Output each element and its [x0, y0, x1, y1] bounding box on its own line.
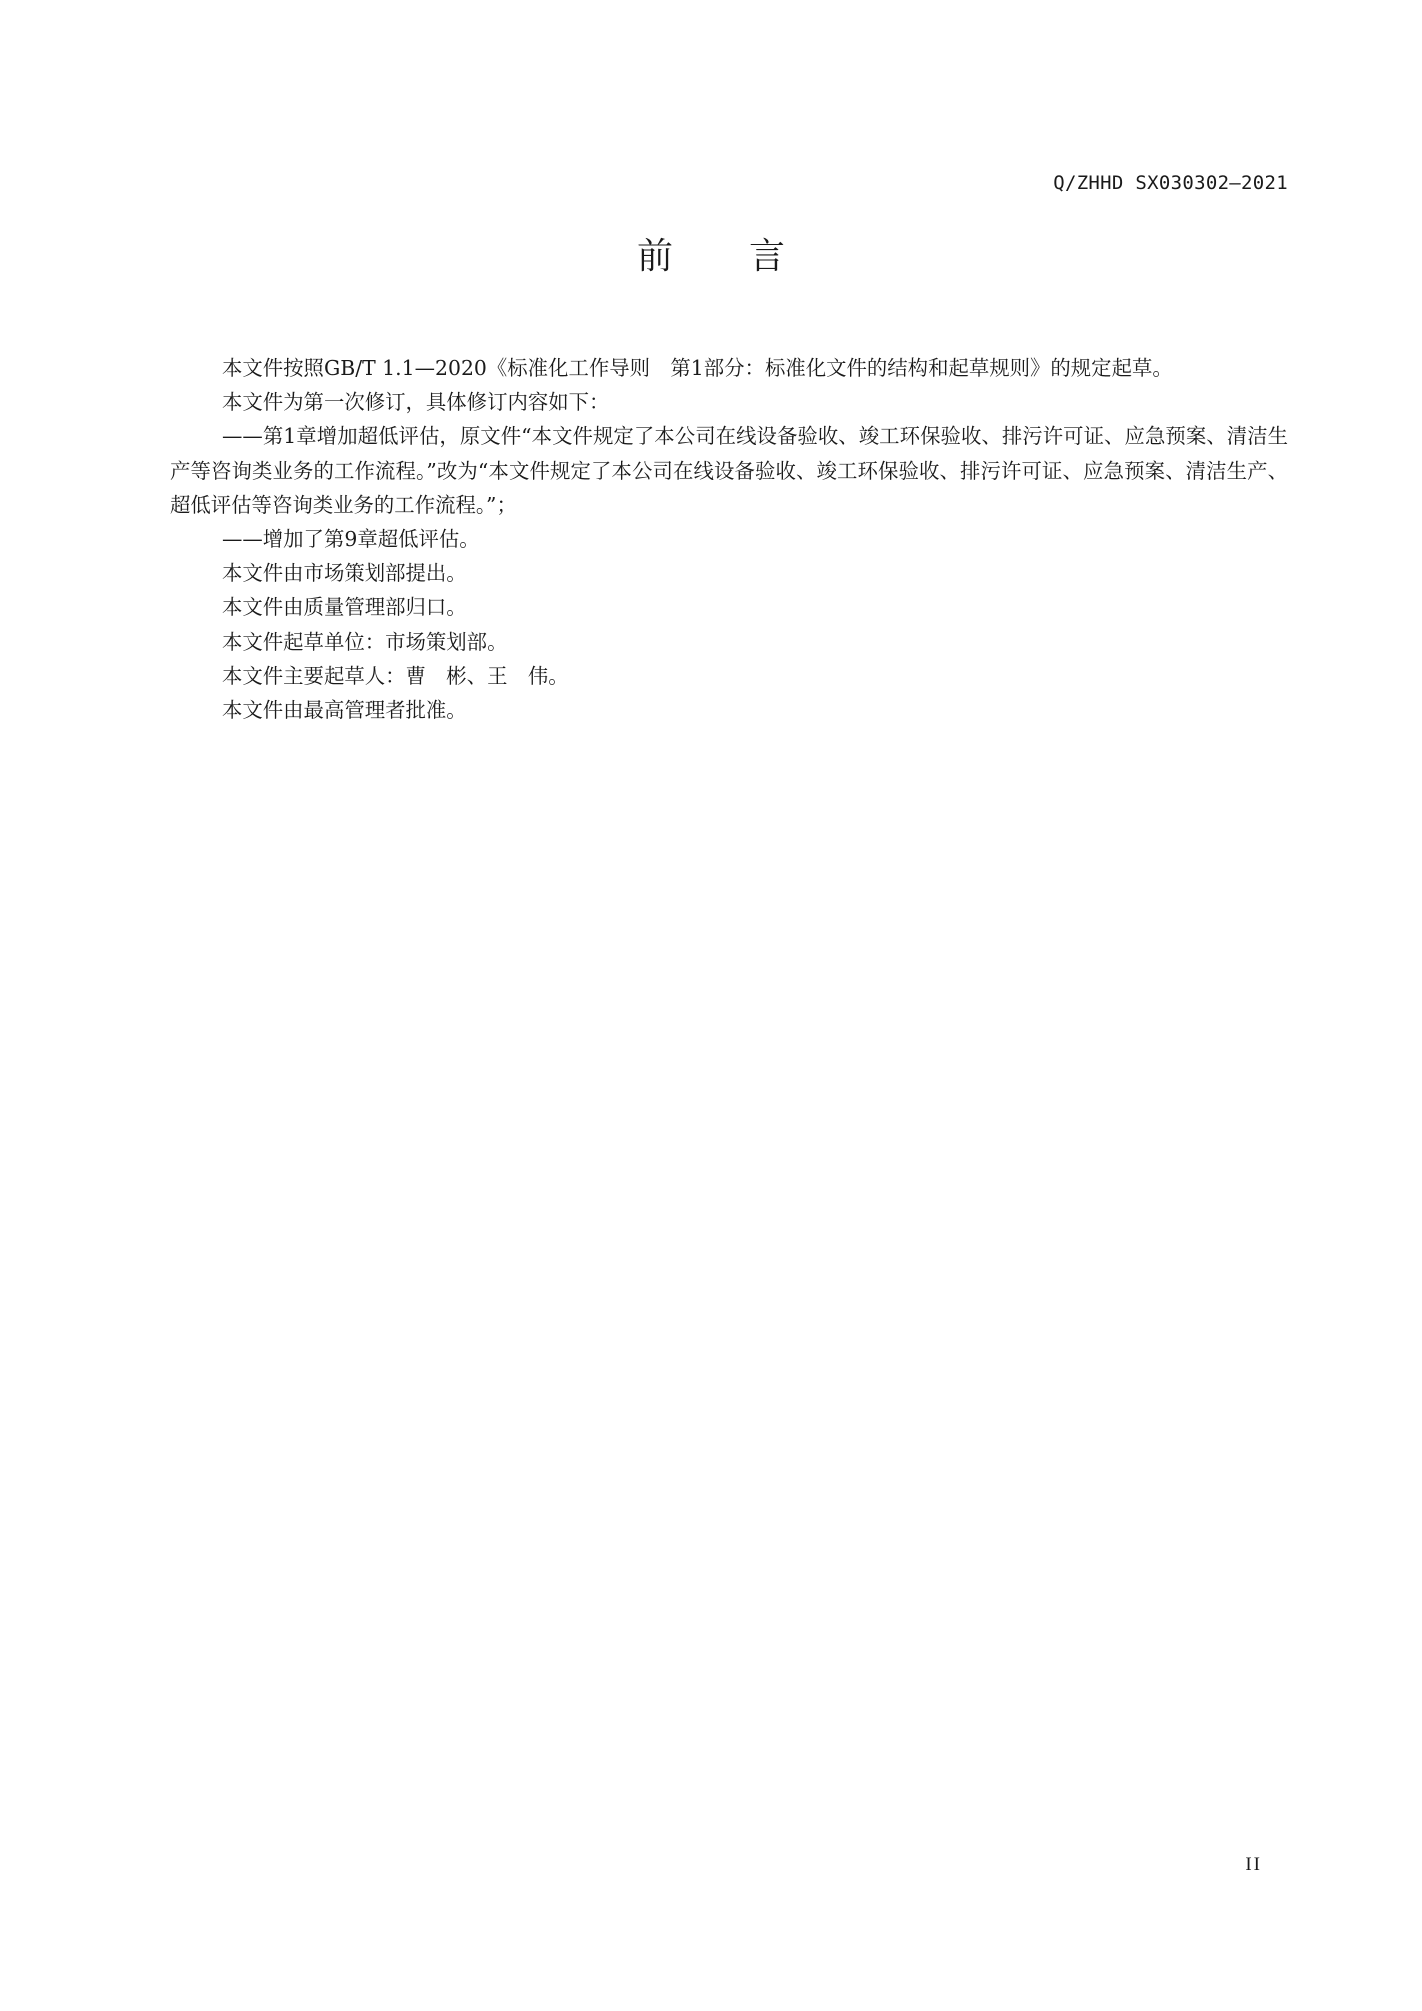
paragraph-proposer: 本文件由市场策划部提出。 [222, 561, 467, 586]
foreword-body [170, 351, 1288, 727]
title-char-2: 言 [749, 236, 786, 277]
paragraph-drafting-unit: 本文件起草单位：市场策划部。 [222, 629, 508, 654]
document-code: Q/ZHHD SX030302—2021 [1053, 172, 1288, 194]
paragraph-drafting-basis: 本文件按照GB/T 1.1—2020《标准化工作导则 第1部分：标准化文件的结构和起草规则》的规定起草。 [222, 356, 1173, 380]
paragraph-revision-item-1: ——第1章增加超低评估，原文件“本文件规定了本公司在线设备验收、竣工环保验收、排污许可证、应急预案、清洁生产等咨询类业务的工作流程。”改为“本文件规定了本公司在线设备验收、竣工环保验收、排污许可证、应急预案、清洁生产、超低评估等咨询类业务的工作流程。”； [170, 424, 1288, 517]
paragraph-drafters: 本文件主要起草人：曹 彬、王 伟。 [222, 663, 569, 688]
paragraph-revision-item-2: ——增加了第9章超低评估。 [222, 527, 480, 552]
title-char-1: 前 [636, 236, 673, 277]
paragraph-revision-intro: 本文件为第一次修订，具体修订内容如下： [222, 390, 610, 415]
page-number: II [1245, 1854, 1262, 1875]
page-title [0, 228, 1422, 279]
paragraph-centralized-unit: 本文件由质量管理部归口。 [222, 595, 467, 620]
paragraph-approver: 本文件由最高管理者批准。 [222, 698, 467, 723]
